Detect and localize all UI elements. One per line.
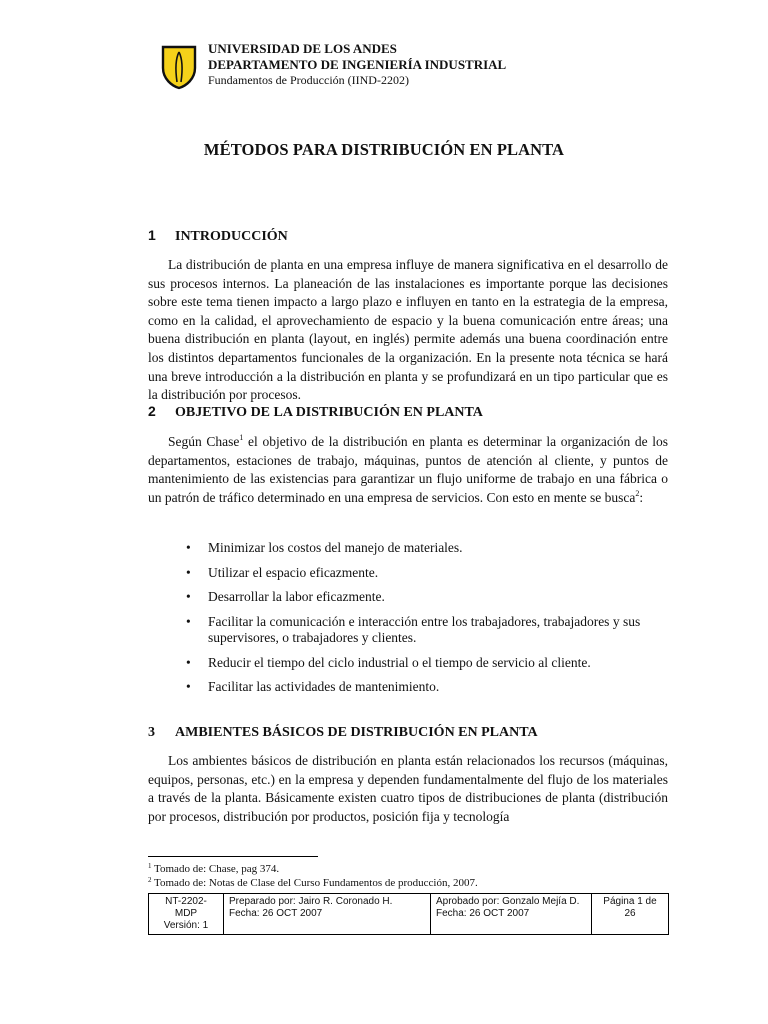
department-name: DEPARTAMENTO DE INGENIERÍA INDUSTRIAL (208, 57, 507, 72)
section-1-heading (148, 227, 288, 245)
footnote-ref-1: 1 (239, 433, 244, 442)
list-item: • Reducir el tiempo del ciclo industrial o el tiempo de servicio al cliente. (186, 654, 591, 670)
list-item: • Minimizar los costos del manejo de materiales. (186, 540, 463, 555)
objectives-list (148, 540, 668, 704)
list-item: • Utilizar el espacio eficazmente. (186, 564, 379, 580)
document-control-table (148, 893, 669, 935)
approved-by-cell: Aprobado por: Gonzalo Mejía D. Fecha: 26 OCT 2007 (431, 894, 592, 935)
section-title: INTRODUCCIÓN (175, 229, 288, 244)
paragraph-text: : (639, 489, 644, 505)
section-number: 2 (148, 403, 156, 419)
footnotes (148, 863, 478, 890)
paragraph-text: Según Chase (168, 434, 240, 449)
bullet-icon: • (186, 654, 191, 670)
list-item: • Desarrollar la labor eficazmente. (186, 589, 385, 604)
section-title: AMBIENTES BÁSICOS DE DISTRIBUCIÓN EN PLANTA (175, 725, 538, 740)
section-3-heading (148, 725, 538, 741)
bullet-icon: • (186, 679, 191, 694)
section-number: 1 (148, 227, 156, 243)
prepared-by-cell: Preparado por: Jairo R. Coronado H. Fecha: 26 OCT 2007 (224, 894, 431, 935)
footnote-divider (148, 856, 318, 857)
bullet-icon: • (186, 564, 191, 580)
page-number-cell: Página 1 de 26 (592, 894, 669, 935)
letterhead (208, 41, 506, 88)
university-name: UNIVERSIDAD DE LOS ANDES (208, 41, 397, 56)
footnote-2: $^2$ Tomado de: Notas de Clase del Curso Fundamentos de producción, 2007. (148, 875, 478, 889)
section-title: OBJETIVO DE LA DISTRIBUCIÓN EN PLANTA (175, 405, 483, 420)
section-1-paragraph: La distribución de planta en una empresa influye de manera significativa en el desarrollo de sus procesos internos. La planeación de las instalaciones es importante porque las decisiones sobre este tema tienen impacto a largo plazo e influyen en tanto en la estrategia de la empresa, como en la calidad, el aprovechamiento de espacio y la buena comunicación entre áreas; una buena distribución en planta (layout, en inglés) permite además una buena coordinación entre los distintos departamentos funcionales de la organización. En la presente nota técnica se hará una breve introducción a la distribución en planta y se profundizará en un tipo particular que es la distribución por procesos. (148, 257, 668, 403)
section-2-paragraph (148, 433, 668, 507)
section-number: 3 (148, 725, 155, 740)
bullet-icon: • (186, 613, 191, 629)
course-name: Fundamentos de Producción (IIND-2202) (208, 73, 409, 87)
section-2-heading (148, 403, 483, 421)
document-code-cell: NT-2202- MDP Versión: 1 (149, 894, 224, 935)
document-title: MÉTODOS PARA DISTRIBUCIÓN EN PLANTA (203, 140, 565, 159)
bullet-icon: • (186, 540, 191, 555)
list-item: • Facilitar las actividades de mantenimiento. (186, 679, 440, 694)
footnote-1: $^1$ Tomado de: Chase, pag 374. (148, 862, 280, 875)
university-logo (160, 44, 198, 90)
bullet-icon: • (186, 589, 191, 604)
section-3-paragraph: Los ambientes básicos de distribución en planta están relacionados los recursos (máquinas, equipos, personas, etc.) en la empresa y dependen fundamentalmente del flujo de los materiales a través de la planta. Básicamente existen cuatro tipos de distribuciones de planta (distribución por procesos, distribución por productos, posición fija y tecnología (148, 753, 668, 824)
paragraph-text: el objetivo de la distribución en planta es determinar la organización de los departamentos, estaciones de trabajo, máquinas, puntos de atención al cliente, y puntos de mantenimiento de las existencias para garantizar un flujo uniforme de trabajo en una fábrica o un patrón de tráfico determinado en una empresa de servicios. Con esto en mente se busca (148, 434, 668, 505)
footnote-ref-2: 2 (635, 488, 640, 498)
list-item: • Facilitar la comunicación e interacción entre los trabajadores, trabajadores y sus supervisores, o trabajadores y clientes. (186, 613, 641, 645)
